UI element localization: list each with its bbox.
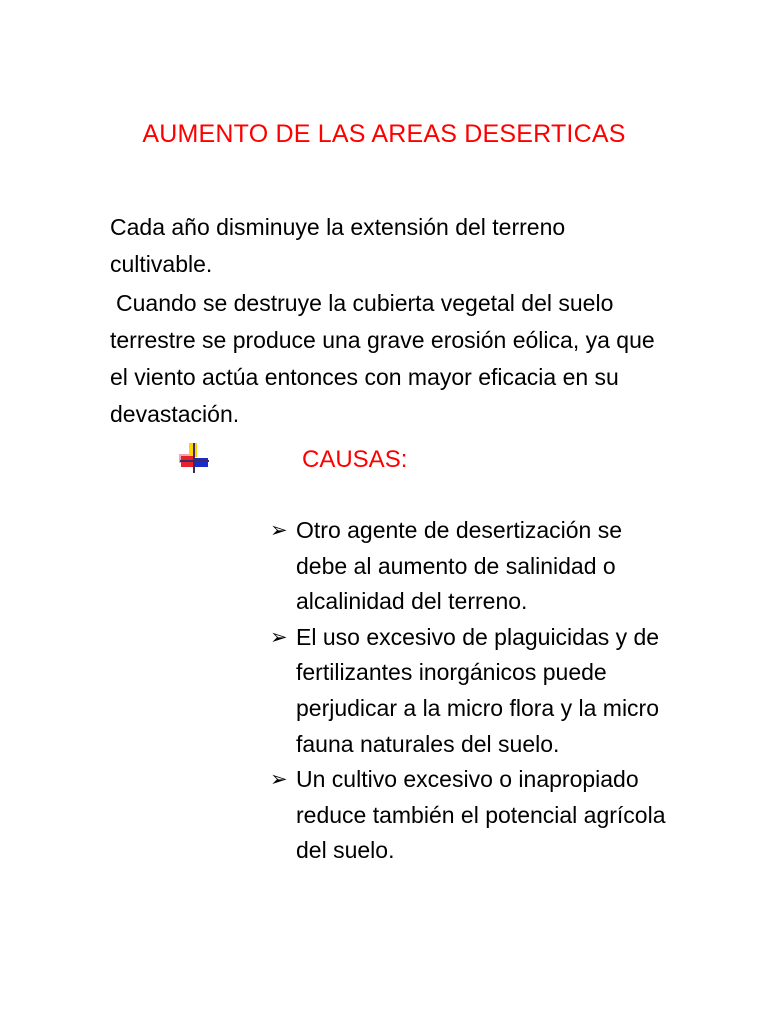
- cause-text: Otro agente de desertización se debe al aumento de salinidad o alcalinidad del terreno.: [296, 517, 623, 615]
- cause-text: Un cultivo excesivo o inapropiado reduce también el potencial agrícola del suelo.: [296, 766, 666, 864]
- arrow-bullet-icon: ➢: [270, 518, 288, 542]
- marker-blue-square: [193, 458, 208, 467]
- arrow-bullet-icon: ➢: [270, 624, 288, 649]
- erosion-paragraph: Cuando se destruye la cubierta vegetal del suelo terrestre se produce una grave erosión eólica, ya que el viento actúa entonces con mayor eficacia en su devastación.: [110, 290, 655, 427]
- arrow-bullet-icon: ➢: [270, 767, 288, 792]
- four-square-bullet-icon: [179, 443, 209, 473]
- document-title: AUMENTO DE LAS AREAS DESERTICAS: [142, 120, 626, 148]
- causes-list: [270, 513, 670, 869]
- intro-paragraph: Cada año disminuye la extensión del terreno cultivable.: [110, 214, 566, 277]
- marker-vertical-line: [193, 443, 195, 473]
- cause-item-pesticides: [270, 620, 670, 762]
- cause-text: El uso excesivo de plaguicidas y de fertilizantes inorgánicos puede perjudicar a la micro flora y la micro fauna naturales del suelo.: [296, 623, 660, 757]
- marker-horizontal-line: [180, 460, 209, 462]
- cause-item-salinity: [270, 513, 670, 620]
- cause-item-overcultivation: [270, 762, 670, 869]
- causes-heading: CAUSAS:: [302, 446, 408, 473]
